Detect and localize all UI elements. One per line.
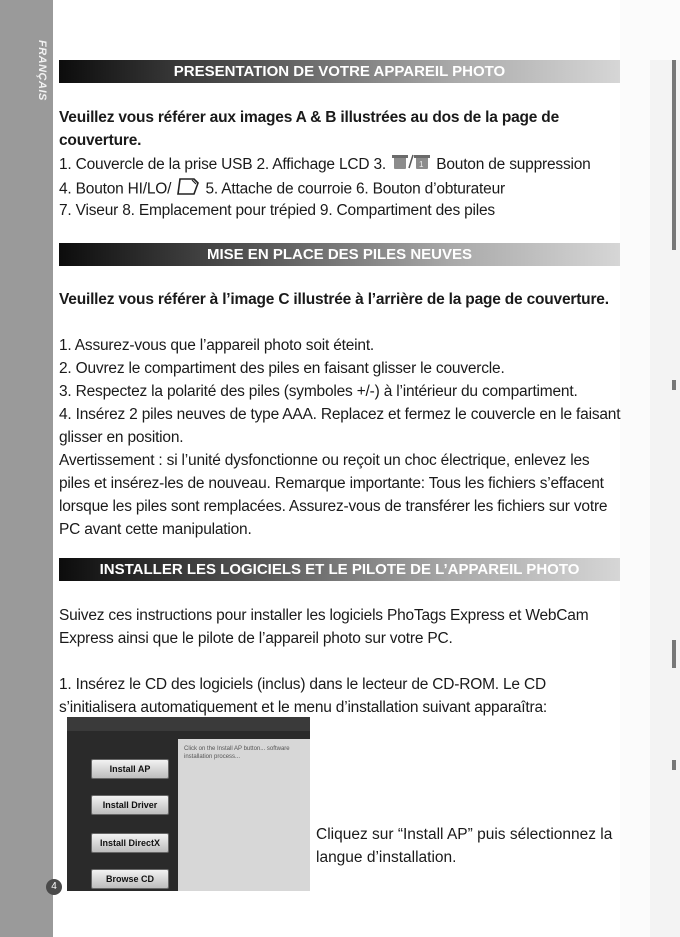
batteries-warning-line: PC avant cette manipulation. — [59, 521, 252, 538]
section-heading-software: INSTALLER LES LOGICIELS ET LE PILOTE DE L’APPAREIL PHOTO — [59, 558, 620, 581]
batteries-line: 3. Respectez la polarité des piles (symboles +/-) à l’intérieur du compartiment. — [59, 383, 578, 400]
trash-icon — [390, 153, 432, 177]
right-margin-mark — [672, 760, 676, 770]
svg-text:1: 1 — [419, 160, 424, 169]
install-driver-button[interactable]: Install Driver — [91, 795, 169, 815]
software-intro-line: Suivez ces instructions pour installer les logiciels PhoTags Express et WebCam — [59, 607, 589, 624]
presentation-parts-line3: 7. Viseur 8. Emplacement pour trépied 9. Compartiment des piles — [59, 202, 495, 219]
install-ap-button[interactable]: Install AP — [91, 759, 169, 779]
installer-window-screenshot — [67, 717, 310, 891]
install-directx-button[interactable]: Install DirectX — [91, 833, 169, 853]
caption-line2: langue d’installation. — [316, 849, 457, 866]
section-heading-batteries: MISE EN PLACE DES PILES NEUVES — [59, 243, 620, 266]
parts-line2-text-b: 5. Attache de courroie 6. Bouton d’obturateur — [205, 180, 505, 198]
batteries-warning-line: lorsque les piles sont remplacées. Assurez-vous de transférer les fichiers sur votre — [59, 498, 608, 515]
parts-line2-text-a: 4. Bouton HI/LO/ — [59, 180, 172, 198]
right-margin-mark — [672, 640, 676, 668]
section-heading-presentation: PRESENTATION DE VOTRE APPAREIL PHOTO — [59, 60, 620, 83]
caption-line1: Cliquez sur “Install AP” puis sélectionnez la — [316, 826, 613, 843]
software-step-line: s’initialisera automatiquement et le menu d’installation suivant apparaîtra: — [59, 699, 547, 716]
batteries-line: 1. Assurez-vous que l’appareil photo soit éteint. — [59, 337, 375, 354]
presentation-intro-line1: Veuillez vous référer aux images A & B illustrées au dos de la page de — [59, 109, 559, 126]
installer-info-panel — [178, 739, 310, 891]
installer-panel-text: Click on the Install AP button... software installation process... — [184, 746, 290, 760]
batteries-line: 2. Ouvrez le compartiment des piles en faisant glisser le couvercle. — [59, 360, 505, 377]
left-margin-strip — [0, 0, 53, 937]
software-intro-line: Express ainsi que le pilote de l’appareil photo sur votre PC. — [59, 630, 453, 647]
browse-cd-button[interactable]: Browse CD — [91, 869, 169, 889]
software-step-line: 1. Insérez le CD des logiciels (inclus) dans le lecteur de CD-ROM. Le CD — [59, 676, 546, 693]
presentation-intro-line2: couverture. — [59, 132, 142, 149]
installer-caption — [316, 823, 616, 869]
page-number: 4 — [46, 879, 62, 895]
right-margin-mark — [672, 380, 676, 390]
batteries-warning-line: Avertissement : si l’unité dysfonctionne ou reçoit un choc électrique, enlevez les — [59, 452, 590, 469]
installer-title-bar — [67, 717, 310, 731]
language-label: FRANÇAIS — [36, 40, 48, 101]
batteries-warning-line: piles et insérez-les de nouveau. Remarque importante: Tous les fichiers s’effacent — [59, 475, 604, 492]
right-margin-mark — [672, 60, 676, 250]
parts-line1-text-a: 1. Couvercle de la prise USB 2. Affichage LCD 3. — [59, 156, 386, 174]
batteries-line: glisser en position. — [59, 429, 184, 446]
batteries-intro: Veuillez vous référer à l’image C illustrée à l’arrière de la page de couverture. — [59, 291, 609, 308]
parts-line1-text-b: Bouton de suppression — [436, 156, 591, 174]
presentation-parts-line1 — [59, 153, 624, 177]
batteries-line: 4. Insérez 2 piles neuves de type AAA. Replacez et fermez le couvercle en le faisant — [59, 406, 621, 423]
